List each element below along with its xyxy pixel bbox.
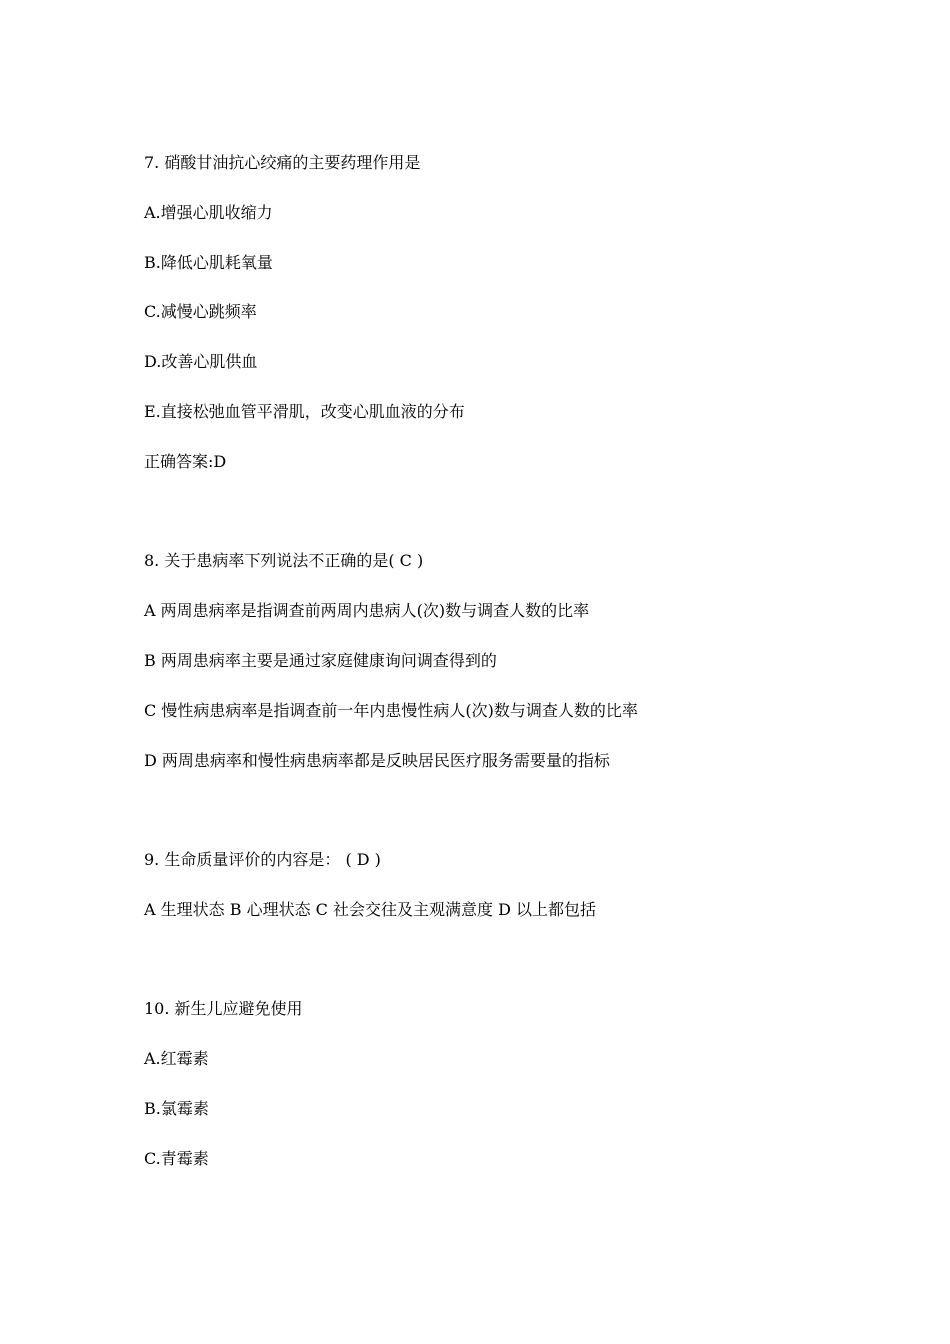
question-7-option-c: C.减慢心跳频率 [144,302,257,321]
question-7-option-b: B.降低心肌耗氧量 [144,253,273,272]
question-7-option-e: E.直接松弛血管平滑肌，改变心肌血液的分布 [144,402,465,421]
question-7-stem: 7. 硝酸甘油抗心绞痛的主要药理作用是 [144,153,421,172]
question-8-option-b: B 两周患病率主要是通过家庭健康询问调查得到的 [144,651,497,670]
question-8-stem: 8. 关于患病率下列说法不正确的是( C ) [144,551,424,570]
question-8-option-d: D 两周患病率和慢性病患病率都是反映居民医疗服务需要量的指标 [144,751,610,770]
question-10-option-b: B.氯霉素 [144,1099,209,1118]
question-8-option-a: A 两周患病率是指调查前两周内患病人(次)数与调查人数的比率 [144,601,590,620]
question-8-option-c: C 慢性病患病率是指调查前一年内患慢性病人(次)数与调查人数的比率 [144,701,638,720]
question-7-option-d: D.改善心肌供血 [144,352,258,371]
question-10-option-a: A.红霉素 [144,1049,209,1068]
question-9-options: A 生理状态 B 心理状态 C 社会交往及主观满意度 D 以上都包括 [144,900,596,919]
question-7-answer: 正确答案:D [144,452,227,471]
question-10-option-c: C.青霉素 [144,1149,209,1168]
question-7-option-a: A.增强心肌收缩力 [144,203,273,222]
question-9-stem: 9. 生命质量评价的内容是： ( D ) [144,850,381,869]
question-10-stem: 10. 新生儿应避免使用 [144,999,303,1018]
